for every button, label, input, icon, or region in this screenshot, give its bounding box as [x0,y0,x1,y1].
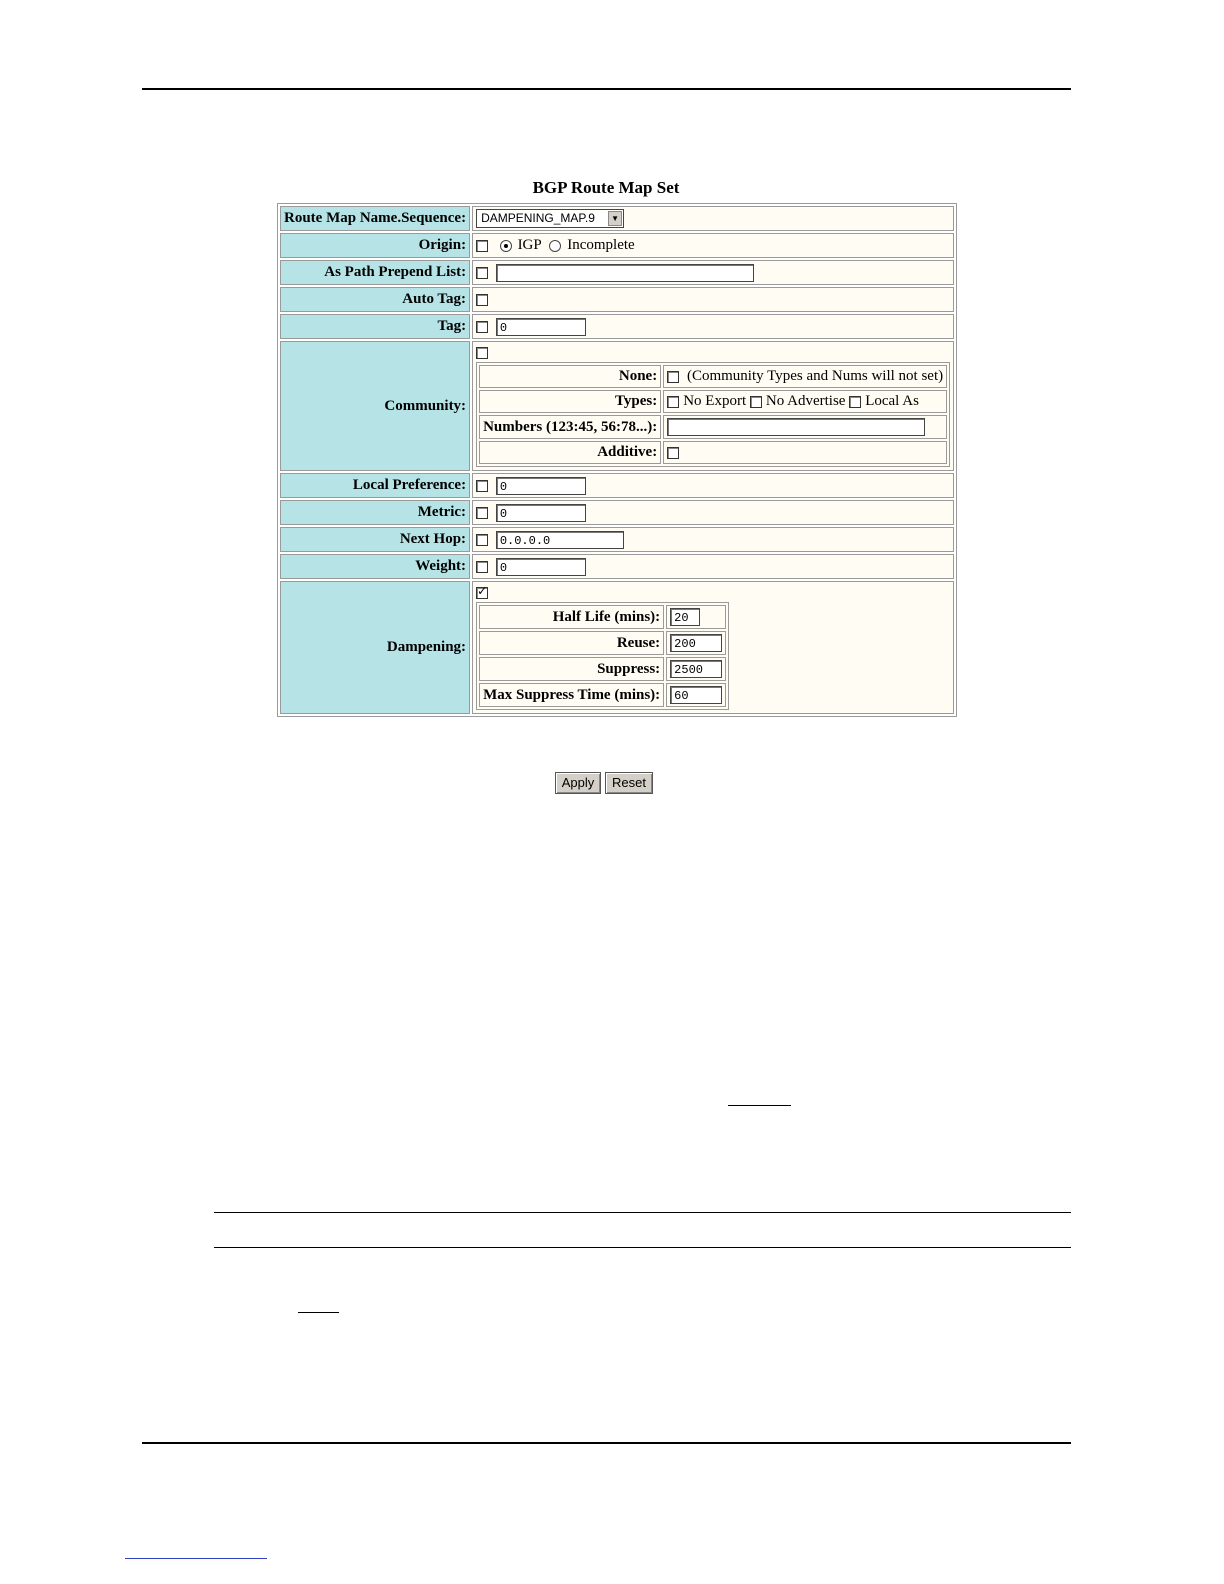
separator-rule-bottom [214,1247,1071,1248]
no-advertise-label: No Advertise [765,393,846,409]
footer-link-underline[interactable] [125,1558,267,1559]
reuse-input[interactable]: 200 [670,634,722,652]
origin-checkbox[interactable] [476,240,488,252]
next-hop-label: Next Hop: [280,527,470,552]
tag-checkbox[interactable] [476,321,488,333]
form-title: BGP Route Map Set [532,178,680,197]
auto-tag-label: Auto Tag: [280,287,470,312]
as-path-label: As Path Prepend List: [280,260,470,285]
header-rule [142,88,1071,90]
max-suppress-label: Max Suppress Time (mins): [479,683,664,707]
route-map-select[interactable] [476,209,624,228]
community-none-text: (Community Types and Nums will not set) [686,368,944,384]
community-none-checkbox[interactable] [667,371,679,383]
bgp-route-map-form [277,203,957,717]
row-as-path [280,260,954,285]
row-origin [280,233,954,258]
community-numbers-input[interactable] [667,418,925,436]
underline-mark [728,1105,791,1106]
as-path-input[interactable] [496,264,754,282]
auto-tag-checkbox[interactable] [476,294,488,306]
local-as-label: Local As [865,393,919,409]
row-auto-tag [280,287,954,312]
max-suppress-input[interactable]: 60 [670,686,722,704]
weight-label: Weight: [280,554,470,579]
local-pref-label: Local Preference: [280,473,470,498]
tag-label: Tag: [280,314,470,339]
separator-rule-top [214,1212,1071,1213]
origin-incomplete-label: Incomplete [567,237,635,254]
community-types-label: Types: [479,390,661,413]
row-tag [280,314,954,339]
footer-rule [142,1442,1071,1444]
row-weight [280,554,954,579]
route-map-selected-value: DAMPENING_MAP.9 [481,211,595,225]
as-path-checkbox[interactable] [476,267,488,279]
row-metric [280,500,954,525]
no-advertise-checkbox[interactable] [750,396,762,408]
suppress-label: Suppress: [479,657,664,681]
local-pref-input[interactable]: 0 [496,477,586,495]
origin-incomplete-radio[interactable] [549,240,561,252]
row-route-map [280,206,954,231]
reuse-label: Reuse: [479,631,664,655]
community-checkbox[interactable] [476,347,488,359]
community-none-label: None: [479,365,661,388]
metric-label: Metric: [280,500,470,525]
metric-input[interactable]: 0 [496,504,586,522]
dampening-label: Dampening: [280,581,470,714]
origin-igp-radio[interactable] [500,240,512,252]
community-numbers-label: Numbers (123:45, 56:78...): [479,415,661,439]
no-export-checkbox[interactable] [667,396,679,408]
suppress-input[interactable]: 2500 [670,660,722,678]
row-next-hop [280,527,954,552]
community-additive-label: Additive: [479,441,661,464]
row-dampening [280,581,954,714]
route-map-label: Route Map Name.Sequence: [280,206,470,231]
weight-checkbox[interactable] [476,561,488,573]
local-as-checkbox[interactable] [849,396,861,408]
origin-igp-label: IGP [517,237,542,254]
chevron-down-icon[interactable]: ▼ [608,211,622,226]
dampening-subtable [476,602,729,710]
metric-checkbox[interactable] [476,507,488,519]
next-hop-input[interactable]: 0.0.0.0 [496,531,624,549]
community-label: Community: [280,341,470,471]
weight-input[interactable]: 0 [496,558,586,576]
no-export-label: No Export [683,393,747,409]
reset-button[interactable]: Reset [605,772,653,794]
row-local-pref [280,473,954,498]
local-pref-checkbox[interactable] [476,480,488,492]
tag-input[interactable]: 0 [496,318,586,336]
underline-mark [298,1312,339,1313]
row-community [280,341,954,471]
half-life-input[interactable]: 20 [670,608,700,626]
community-subtable [476,362,950,467]
half-life-label: Half Life (mins): [479,605,664,629]
next-hop-checkbox[interactable] [476,534,488,546]
community-additive-checkbox[interactable] [667,447,679,459]
apply-button[interactable]: Apply [555,772,601,794]
dampening-checkbox[interactable] [476,587,488,599]
origin-label: Origin: [280,233,470,258]
